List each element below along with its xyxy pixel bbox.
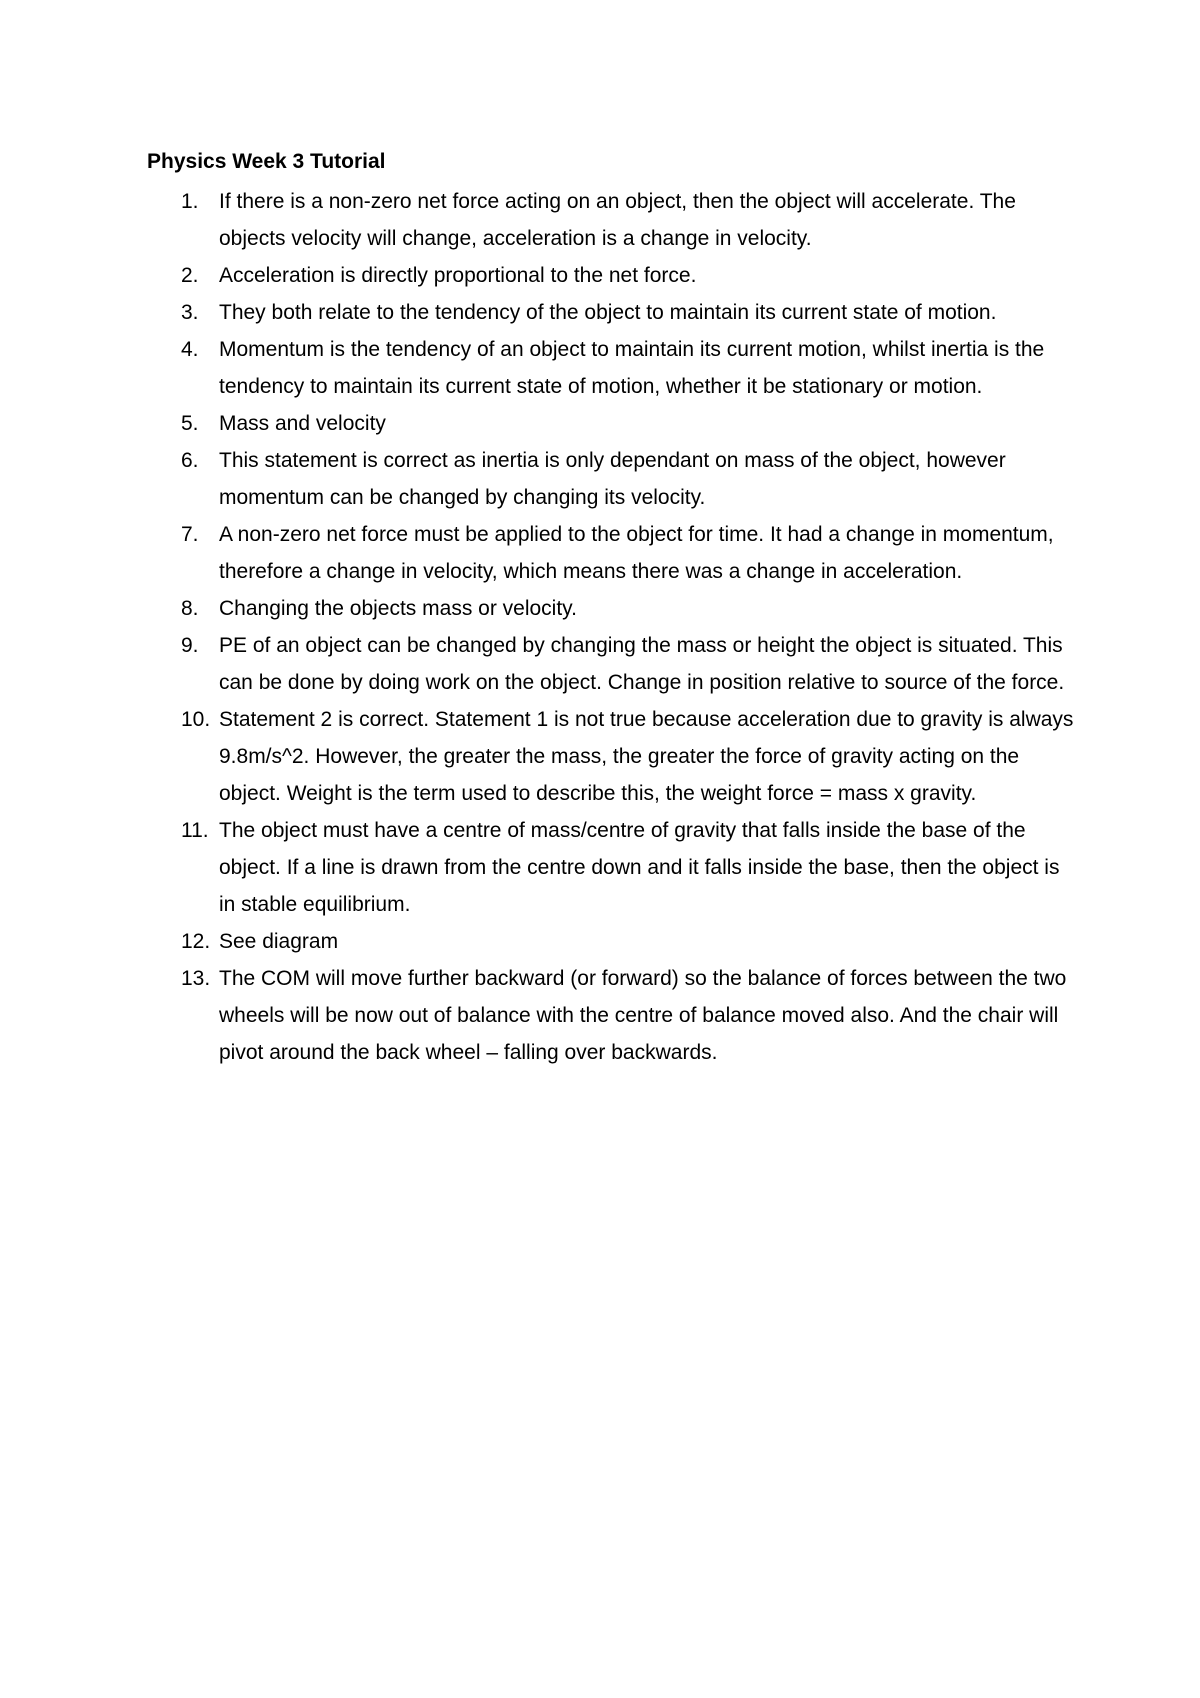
answer-text: This statement is correct as inertia is only dependant on mass of the object, however momentum can be changed by changing its velocity. [219, 449, 1006, 509]
answer-item-1 [147, 183, 1077, 257]
answer-number: 7. [181, 523, 199, 546]
answer-number: 1. [181, 190, 199, 213]
answer-item-2 [147, 257, 1077, 294]
answer-item-10 [147, 701, 1077, 812]
answer-text: Statement 2 is correct. Statement 1 is not true because acceleration due to gravity is always 9.8m/s^2. However, the greater the mass, the greater the force of gravity acting on the object. Weight is the term used to describe this, the weight force = mass x gravity. [219, 708, 1074, 805]
answer-text: PE of an object can be changed by changing the mass or height the object is situated. This can be done by doing work on the object. Change in position relative to source of the force. [219, 634, 1065, 694]
answer-number: 3. [181, 301, 199, 324]
answer-item-7 [147, 516, 1077, 590]
answer-text: Mass and velocity [219, 412, 386, 435]
answer-item-6 [147, 442, 1077, 516]
answer-item-5 [147, 405, 1077, 442]
answer-text: A non-zero net force must be applied to the object for time. It had a change in momentum, therefore a change in velocity, which means there was a change in acceleration. [219, 523, 1054, 583]
answer-text: Changing the objects mass or velocity. [219, 597, 577, 620]
answer-number: 6. [181, 449, 199, 472]
answer-text: The COM will move further backward (or forward) so the balance of forces between the two wheels will be now out of balance with the centre of balance moved also. And the chair will pivot around the back wheel – falling over backwards. [219, 967, 1067, 1064]
answer-number: 12. [181, 930, 211, 953]
answer-text: The object must have a centre of mass/centre of gravity that falls inside the base of the object. If a line is drawn from the centre down and it falls inside the base, then the object is in stable equilibrium. [219, 819, 1060, 916]
answer-item-8 [147, 590, 1077, 627]
answer-item-12 [147, 923, 1077, 960]
answer-text: They both relate to the tendency of the object to maintain its current state of motion. [219, 301, 997, 324]
answer-item-3 [147, 294, 1077, 331]
answer-item-9 [147, 627, 1077, 701]
answer-text: See diagram [219, 930, 339, 953]
answer-item-11 [147, 812, 1077, 923]
answer-number: 11. [181, 819, 209, 842]
answer-number: 4. [181, 338, 199, 361]
answer-number: 10. [181, 708, 211, 731]
answer-item-4 [147, 331, 1077, 405]
answer-text: If there is a non-zero net force acting on an object, then the object will accelerate. The objects velocity will change, acceleration is a change in velocity. [219, 190, 1016, 250]
answer-number: 5. [181, 412, 199, 435]
answer-list [147, 183, 1077, 1071]
answer-number: 2. [181, 264, 199, 287]
answer-text: Acceleration is directly proportional to the net force. [219, 264, 697, 287]
answer-item-13 [147, 960, 1077, 1071]
answer-number: 13. [181, 967, 211, 990]
document-title: Physics Week 3 Tutorial [147, 150, 386, 173]
answer-number: 8. [181, 597, 199, 620]
answer-text: Momentum is the tendency of an object to maintain its current motion, whilst inertia is the tendency to maintain its current state of motion, whether it be stationary or motion. [219, 338, 1045, 398]
answer-number: 9. [181, 634, 199, 657]
